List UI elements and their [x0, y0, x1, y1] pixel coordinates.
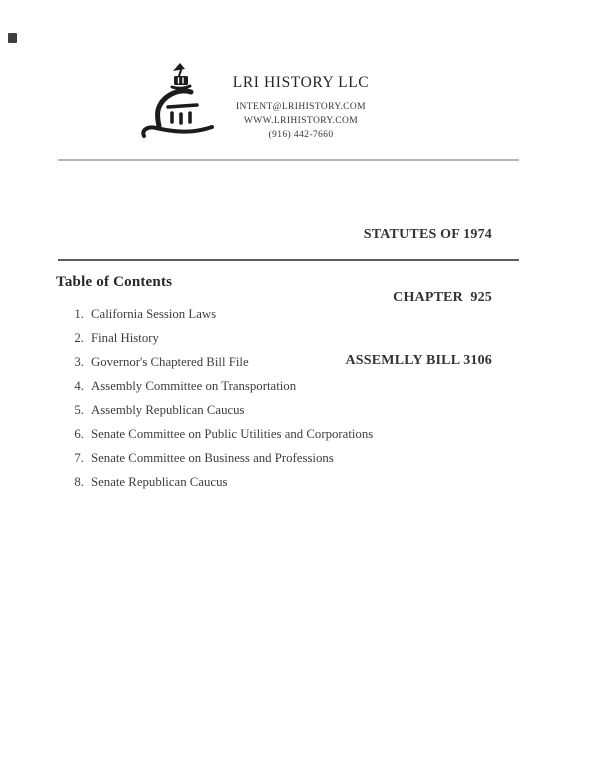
toc-item-label: California Session Laws [91, 307, 217, 321]
letterhead-text [219, 74, 383, 142]
toc-item-number: 6. [74, 427, 84, 441]
logo-flag [173, 63, 185, 71]
logo-cupola [174, 76, 188, 85]
toc-item-label: Senate Committee on Public Utilities and Corporations [91, 427, 374, 441]
toc-item-label: Assembly Committee on Transportation [91, 379, 297, 393]
scan-artifact-mark [8, 33, 17, 43]
company-email: INTENT@LRIHISTORY.COM [235, 102, 366, 112]
logo-base-swoosh [143, 127, 212, 136]
toc-item-number: 4. [74, 379, 84, 393]
toc-item [70, 427, 560, 442]
toc-item-number: 5. [74, 403, 84, 417]
chapter-line: CHAPTER 925 [393, 290, 492, 305]
toc-item-label: Assembly Republican Caucus [91, 403, 245, 417]
toc-item [70, 403, 560, 418]
capitol-dome-logo-icon [140, 62, 216, 142]
company-website: WWW.LRIHISTORY.COM [243, 116, 359, 126]
toc-item-label: Governor's Chaptered Bill File [91, 355, 249, 369]
logo-architrave [168, 105, 197, 107]
toc-item-label: Final History [91, 331, 159, 345]
toc-item [70, 379, 560, 394]
toc-heading: Table of Contents [56, 274, 173, 290]
toc-item-number: 2. [74, 331, 84, 345]
divider-top [58, 159, 519, 161]
toc-item [70, 451, 560, 466]
toc-item [70, 307, 560, 322]
toc-item-number: 1. [74, 307, 84, 321]
toc-item-label: Senate Committee on Business and Professions [91, 451, 334, 465]
company-name: LRI HISTORY LLC [232, 74, 370, 91]
company-phone: (916) 442-7660 [268, 130, 334, 140]
toc-item-number: 8. [74, 475, 84, 489]
statutes-line: STATUTES OF 1974 [363, 227, 492, 242]
toc-item-number: 3. [74, 355, 84, 369]
logo-dome-arc [158, 91, 191, 126]
divider-bottom [58, 259, 519, 261]
toc-list [0, 307, 560, 499]
toc-item [70, 355, 560, 370]
toc-item-number: 7. [74, 451, 84, 465]
toc-item-label: Senate Republican Caucus [91, 475, 228, 489]
toc-item [70, 331, 560, 346]
toc-item [70, 475, 560, 490]
assembly-bill-line: ASSEMLLY BILL 3106 [345, 353, 492, 368]
